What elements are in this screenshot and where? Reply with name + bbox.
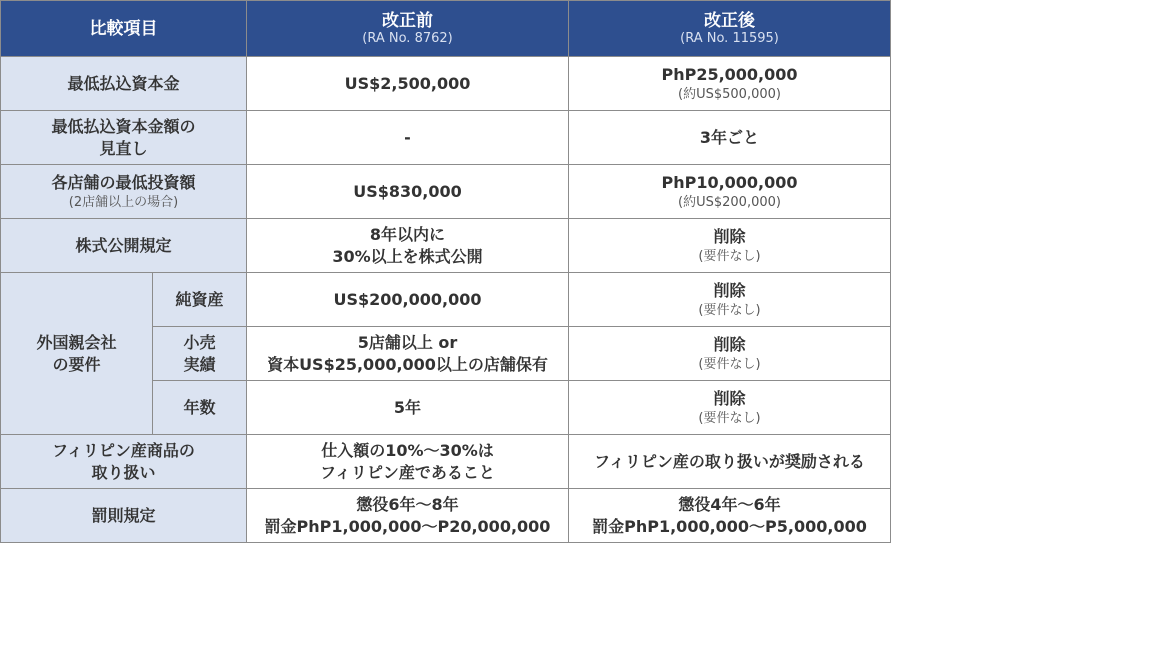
after-value: 3年ごと: [569, 111, 891, 165]
header-item: 比較項目: [1, 1, 247, 57]
table-row: [1, 165, 891, 219]
before-value: 仕入額の10%～30%は フィリピン産であること: [247, 435, 569, 489]
row-sublabel: 純資産: [153, 273, 247, 327]
before-value: US$2,500,000: [247, 57, 569, 111]
row-label: 株式公開規定: [1, 219, 247, 273]
after-value: 削除 (要件なし): [569, 219, 891, 273]
before-value: 懲役6年～8年 罰金PhP1,000,000～P20,000,000: [247, 489, 569, 543]
header-row: [1, 1, 891, 57]
before-value: -: [247, 111, 569, 165]
table-row: [1, 489, 891, 543]
before-value: US$200,000,000: [247, 273, 569, 327]
table-row: [1, 111, 891, 165]
row-label: 最低払込資本金: [1, 57, 247, 111]
table-row: [1, 273, 891, 327]
before-value: 5年: [247, 381, 569, 435]
after-value: PhP25,000,000 (約US$500,000): [569, 57, 891, 111]
header-before: 改正前 (RA No. 8762): [247, 1, 569, 57]
table-row: [1, 219, 891, 273]
after-value: 削除 (要件なし): [569, 327, 891, 381]
table-row: [1, 435, 891, 489]
row-label: 各店舗の最低投資額 (2店舗以上の場合): [1, 165, 247, 219]
before-value: US$830,000: [247, 165, 569, 219]
after-value: 懲役4年～6年 罰金PhP1,000,000～P5,000,000: [569, 489, 891, 543]
row-label: フィリピン産商品の 取り扱い: [1, 435, 247, 489]
row-label: 罰則規定: [1, 489, 247, 543]
header-after: 改正後 (RA No. 11595): [569, 1, 891, 57]
row-sublabel: 小売 実績: [153, 327, 247, 381]
before-value: 8年以内に 30%以上を株式公開: [247, 219, 569, 273]
after-value: 削除 (要件なし): [569, 273, 891, 327]
after-value: PhP10,000,000 (約US$200,000): [569, 165, 891, 219]
before-value: 5店舗以上 or 資本US$25,000,000以上の店舗保有: [247, 327, 569, 381]
row-label: 最低払込資本金額の 見直し: [1, 111, 247, 165]
group-label-parent-requirements: 外国親会社 の要件: [1, 273, 153, 435]
row-sublabel: 年数: [153, 381, 247, 435]
after-value: 削除 (要件なし): [569, 381, 891, 435]
after-value: フィリピン産の取り扱いが奨励される: [569, 435, 891, 489]
table-row: [1, 57, 891, 111]
